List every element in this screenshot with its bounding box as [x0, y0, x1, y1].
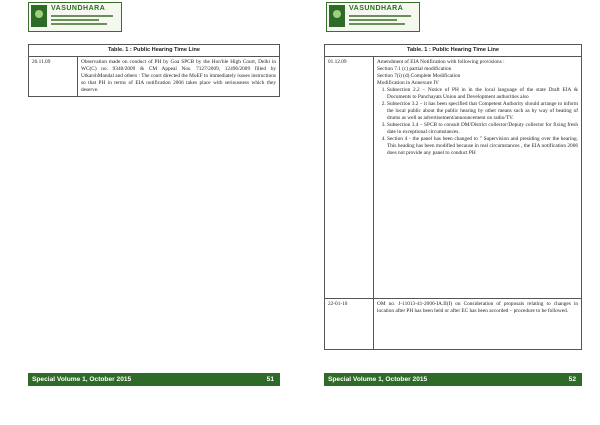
vasundhara-logo: [28, 2, 122, 32]
page-footer: [324, 373, 582, 386]
table-title: Table. 1 : Public Hearing Time Line: [325, 45, 582, 57]
row-text: [374, 57, 582, 299]
row-text: OM no. J-11013-41-2006-IA.II(I) on Consideration of proposals relating to changes in location after PH has been held or after EC has been accorded – procedure to be followed.: [374, 299, 582, 350]
intro-line: Section 7(i) (d) Complete Modification: [377, 73, 461, 80]
page-number: 51: [266, 376, 274, 383]
table-row: [325, 299, 582, 350]
list-item: 4. Section 4 - the panel has been changed to " Supervision and presiding over the hearing. This heading has been modified because in real circumstances , the EIA notification 2006 does not provide any panel to conduct PH: [387, 136, 578, 157]
left-page: [0, 0, 286, 425]
row-date: 26.11.09: [29, 57, 78, 97]
table-row: [29, 57, 280, 97]
list-item: 1. Subsection 2.2 – Notice of PH in in the local language of the state Draft EIA & Documents to Panchayats Union and Development authorities also: [387, 87, 578, 101]
table-row: [325, 57, 582, 299]
intro-line: Section 7.1 (c) partial modification: [377, 66, 452, 73]
list-item: 2. Subsection 3.2 – it has been specified that Competent Authority should arrange to inform the local public about the public hearing by other means such as by way of beating of drums as well as advertisement/announcement on radio/TV.: [387, 101, 578, 122]
list-item: 3. Subsection 3.4 – SPCB to consult DM/District collector/Deputy collector for fixing fresh date in exceptional circumstances.: [387, 122, 578, 136]
page-number: 52: [568, 376, 576, 383]
footer-text: Special Volume 1, October 2015: [32, 376, 132, 383]
row-date: 01.12.09: [325, 57, 374, 299]
public-hearing-table-right: [324, 44, 582, 350]
footer-text: Special Volume 1, October 2015: [328, 376, 428, 383]
page-footer: [28, 373, 280, 386]
intro-line: Modification in Annexure IV: [377, 80, 439, 87]
table-title: Table. 1 : Public Hearing Time Line: [29, 45, 280, 57]
vasundhara-logo: [326, 2, 420, 32]
right-page: [314, 0, 600, 425]
logo-name: VASUNDHARA: [51, 5, 106, 12]
row-text: Observation made on conduct of PH by Goa SPCB by the Hon'ble High Court, Delhi in WC(C) no. 9340/2009 & CM Appeal Nos. 7127/2009, 12496/2009 filled by UtkarshMandal and others : The court directed the MoEF to immediately issues instructions so that PH in terms of EIA notification 2006 takes place with seriousness which they deserve.: [78, 57, 280, 97]
row-date: 22-01-10: [325, 299, 374, 350]
amendment-list: [377, 87, 578, 157]
logo-name: VASUNDHARA: [349, 5, 404, 12]
leaf-emblem-icon: [329, 5, 345, 27]
public-hearing-table-left: [28, 44, 280, 97]
intro-line: Amendment of EIA Notification with following provisions :: [377, 59, 505, 66]
leaf-emblem-icon: [31, 5, 47, 27]
